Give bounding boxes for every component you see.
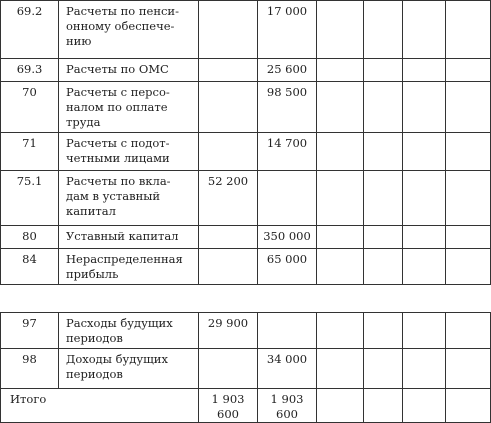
empty-cell [446, 133, 491, 171]
empty-cell [364, 171, 403, 226]
account-code: 80 [1, 226, 59, 249]
debit-cell [199, 249, 258, 285]
empty-cell [364, 389, 403, 423]
account-name: Нераспределенная прибыль [59, 249, 199, 285]
empty-cell [446, 349, 491, 389]
empty-cell [403, 389, 446, 423]
table-row [1, 1, 491, 59]
empty-cell [317, 226, 364, 249]
account-code: 84 [1, 249, 59, 285]
account-code: 69.3 [1, 59, 59, 82]
empty-cell [317, 249, 364, 285]
empty-cell [364, 349, 403, 389]
empty-cell [364, 82, 403, 133]
table-row [1, 82, 491, 133]
account-name: Расчеты с персо- налом по оплате труда [59, 82, 199, 133]
credit-cell: 14 700 [258, 133, 317, 171]
empty-cell [317, 171, 364, 226]
account-code: 75.1 [1, 171, 59, 226]
debit-cell: 29 900 [199, 313, 258, 349]
credit-cell [258, 171, 317, 226]
empty-cell [364, 59, 403, 82]
credit-cell: 17 000 [258, 1, 317, 59]
table-row [1, 226, 491, 249]
debit-cell [199, 349, 258, 389]
credit-cell: 65 000 [258, 249, 317, 285]
total-label: Итого [1, 389, 199, 423]
empty-cell [446, 1, 491, 59]
account-code: 97 [1, 313, 59, 349]
table-row [1, 349, 491, 389]
empty-cell [403, 249, 446, 285]
account-name: Расчеты по ОМС [59, 59, 199, 82]
account-code: 98 [1, 349, 59, 389]
empty-cell [317, 59, 364, 82]
empty-cell [317, 313, 364, 349]
credit-cell: 350 000 [258, 226, 317, 249]
account-name: Доходы будущих периодов [59, 349, 199, 389]
empty-cell [364, 249, 403, 285]
table-row [1, 249, 491, 285]
empty-cell [317, 133, 364, 171]
empty-cell [446, 82, 491, 133]
table-row [1, 171, 491, 226]
account-name: Расчеты с подот- четными лицами [59, 133, 199, 171]
debit-cell [199, 133, 258, 171]
total-debit: 1 903 600 [199, 389, 258, 423]
debit-cell: 52 200 [199, 171, 258, 226]
account-code: 71 [1, 133, 59, 171]
empty-cell [446, 249, 491, 285]
empty-cell [364, 1, 403, 59]
empty-cell [317, 389, 364, 423]
account-name: Расходы будущих периодов [59, 313, 199, 349]
table-row [1, 313, 491, 349]
credit-cell: 34 000 [258, 349, 317, 389]
account-code: 69.2 [1, 1, 59, 59]
empty-cell [403, 171, 446, 226]
debit-cell [199, 1, 258, 59]
debit-cell [199, 82, 258, 133]
balance-table-bottom [0, 312, 491, 423]
empty-cell [403, 226, 446, 249]
empty-cell [446, 226, 491, 249]
empty-cell [403, 349, 446, 389]
empty-cell [403, 133, 446, 171]
empty-cell [446, 59, 491, 82]
empty-cell [403, 82, 446, 133]
empty-cell [403, 59, 446, 82]
empty-cell [317, 349, 364, 389]
empty-cell [446, 313, 491, 349]
table-row [1, 133, 491, 171]
account-name: Уставный капитал [59, 226, 199, 249]
empty-cell [446, 389, 491, 423]
table-gap [0, 286, 491, 312]
empty-cell [364, 226, 403, 249]
total-row [1, 389, 491, 423]
account-name: Расчеты по пенси- онному обеспече- нию [59, 1, 199, 59]
empty-cell [364, 133, 403, 171]
empty-cell [364, 313, 403, 349]
table-row [1, 59, 491, 82]
total-credit: 1 903 600 [258, 389, 317, 423]
credit-cell: 25 600 [258, 59, 317, 82]
debit-cell [199, 226, 258, 249]
empty-cell [446, 171, 491, 226]
empty-cell [403, 313, 446, 349]
credit-cell [258, 313, 317, 349]
empty-cell [317, 82, 364, 133]
debit-cell [199, 59, 258, 82]
account-code: 70 [1, 82, 59, 133]
empty-cell [317, 1, 364, 59]
empty-cell [403, 1, 446, 59]
credit-cell: 98 500 [258, 82, 317, 133]
account-name: Расчеты по вкла- дам в уставный капитал [59, 171, 199, 226]
